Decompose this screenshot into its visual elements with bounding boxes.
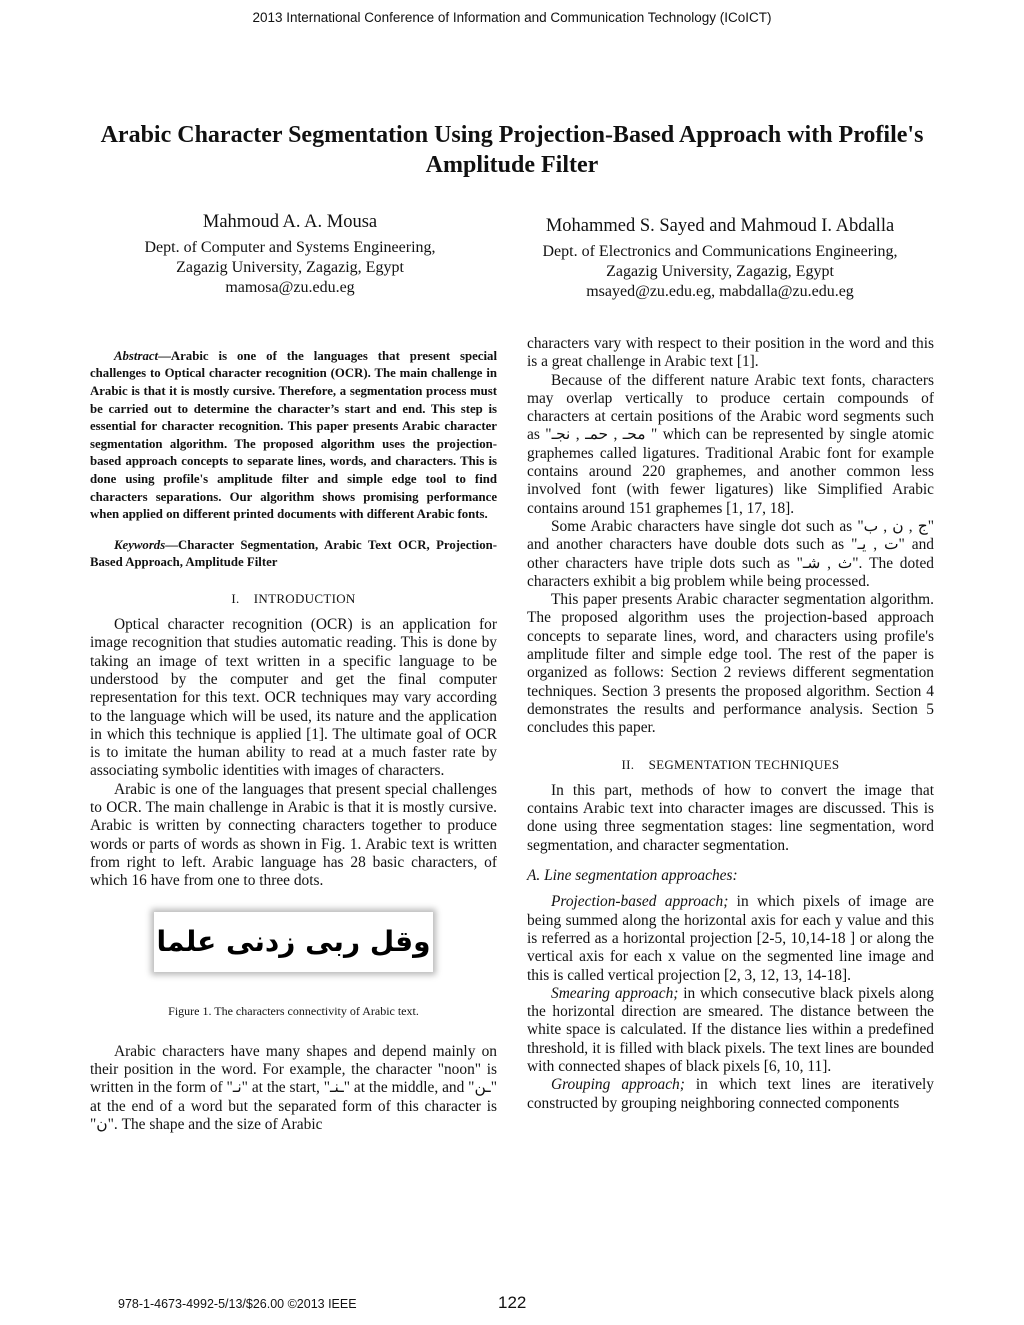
page-number: 122	[498, 1293, 527, 1312]
section-heading-introduction	[90, 590, 497, 608]
smearing-approach-text: in which consecutive black pixels along the horizontal direction are smeared. The distance between the white space is calculated. If the distance lies within a predefined threshold, it is filled with black pixels. The text lines are bounded with connected shapes of black pixels [6, 10, 11].	[527, 984, 934, 1075]
section-heading-segmentation	[527, 756, 934, 774]
right-paragraph-4: This paper presents Arabic character segmentation algorithm. The proposed algorithm uses the projection-based approach concepts to separate lines, word, and characters using profile's amplitude filter and simple edge tool. The rest of the paper is organized as follows: Section 2 reviews different segmentation techniques. Section 3 presents the proposed algorithm. Section 4 demonstrates the results and performance analysis. Section 5 concludes this paper.	[527, 591, 934, 737]
grouping-approach-text: in which text lines are iteratively constructed by grouping neighboring connected components	[527, 1076, 934, 1112]
abstract	[90, 348, 497, 524]
keywords-text: —Character Segmentation, Arabic Text OCR, Projection-Based Approach, Amplitude Filter	[90, 537, 497, 570]
right-paragraph-3: Some Arabic characters have single dot such as "ج , ن , ب" and another characters have double dots such as "ت , يـ" and other characters have triple dots such as "ث , شـ". The doted characters exhibit a big problem while being processed.	[527, 517, 935, 590]
figure-1-caption: Figure 1. The characters connectivity of Arabic text.	[168, 1004, 419, 1019]
paper-title: Arabic Character Segmentation Using Projection-Based Approach with Profile's Amplitude Filter	[100, 122, 924, 178]
right-column	[527, 335, 934, 1113]
keywords-label: Keywords	[114, 537, 166, 552]
right-paragraph-1: characters vary with respect to their position in the word and this is a great challenge in Arabic text [1].	[527, 335, 934, 371]
grouping-approach-label: Grouping approach;	[551, 1076, 685, 1094]
smearing-approach-paragraph	[527, 985, 934, 1076]
author-name: Mohammed S. Sayed and Mahmoud I. Abdalla	[545, 216, 895, 236]
author-dept: Dept. of Electronics and Communications Engineering,	[542, 243, 898, 260]
section-title: INTRODUCTION	[253, 590, 356, 606]
subsection-heading-line-segmentation: A. Line segmentation approaches:	[527, 867, 738, 885]
figure-arabic-text: وقل ربی زدنی علما	[156, 925, 431, 959]
author-email: msayed@zu.edu.eg, mabdalla@zu.edu.eg	[586, 283, 854, 300]
author-block-right	[520, 216, 920, 302]
abstract-text: —Arabic is one of the languages that present special challenges to Optical character recognition (OCR). The main challenge in Arabic is that it is mostly cursive. Therefore, a segmentation process must be carried out to determine the character’s start and end. This step is essential for character recognition. This paper presents Arabic character segmentation algorithm. The proposed algorithm uses the projection-based approach concepts to separate lines, words, and characters. This is done using profile's amplitude filter and simple edge tool to find characters separations. Our algorithm shows promising performance when applied on different printed documents with different Arabic fonts.	[90, 348, 497, 522]
left-column	[90, 335, 497, 1134]
grouping-approach-paragraph	[527, 1076, 934, 1113]
smearing-approach-label: Smearing approach;	[551, 984, 679, 1002]
projection-approach-text: in which pixels of image are being summed along the horizontal axis for each y value and this is referred as a horizontal projection [2-5, 10,14-18 ] or along the vertical axis for each x value on the segmented line image and this is called vertical projection [2, 3, 12, 13, 14-18].	[527, 893, 934, 984]
intro-paragraph-1: Optical character recognition (OCR) is an application for image recognition that studies automatic reading. This is done by taking an image of text written in a specific language to be understood by the computer and get the final computer representation for this text. OCR techniques may vary according to the language which will be used, its nature and the application in which this technique is applied [1]. The ultimate goal of OCR is to imitate the human ability to read at a much faster rate by associating symbolic identities with images of characters.	[90, 616, 497, 780]
right-paragraph-2: Because of the different nature Arabic text fonts, characters may overlap vertically to produce certain compounds of characters at certain positions of the Arabic word segments such as "محـ , حمـ , نجـ " which can be represented by single atomic graphemes called ligatures. Traditional Arabic font for example contains around 220 graphemes, and another common less involved font (with fewer ligatures) like Simplified Arabic contains around 151 graphemes [1, 17, 18].	[527, 371, 935, 517]
section-title: SEGMENTATION TECHNIQUES	[648, 756, 840, 772]
author-name: Mahmoud A. A. Mousa	[202, 212, 378, 232]
author-univ: Zagazig University, Zagazig, Egypt	[606, 263, 834, 280]
projection-approach-label: Projection-based approach;	[551, 893, 729, 911]
author-block-left	[120, 212, 460, 298]
section-number: I.	[231, 590, 240, 606]
footer-isbn: 978-1-4673-4992-5/13/$26.00 ©2013 IEEE	[118, 1297, 357, 1311]
conference-header: 2013 International Conference of Information and Communication Technology (ICoICT)	[252, 10, 772, 25]
author-email: mamosa@zu.edu.eg	[225, 279, 355, 296]
author-dept: Dept. of Computer and Systems Engineering,	[144, 239, 436, 256]
abstract-label: Abstract	[114, 348, 159, 363]
keywords	[90, 537, 497, 572]
intro-paragraph-3: Arabic characters have many shapes and depend mainly on their position in the word. For example, the character "noon" is written in the form of "نـ" at the start, "ـنـ" at the middle, and "ـن" at the end of a word but the separated form of this character is "ن". The shape and the size of Arabic	[90, 1042, 497, 1133]
figure-1-image	[154, 912, 433, 972]
intro-paragraph-2: Arabic is one of the languages that present special challenges to OCR. The main challenge in Arabic is that it is mostly cursive. Arabic is written by connecting characters together to produce words or parts of words as shown in Fig. 1. Arabic text is written from right to left. Arabic language has 28 basic characters, of which 16 have from one to three dots.	[90, 780, 497, 890]
section-number: II.	[621, 756, 635, 772]
author-univ: Zagazig University, Zagazig, Egypt	[176, 259, 404, 276]
segmentation-paragraph-1: In this part, methods of how to convert the image that contains Arabic text into character images are discussed. This is done using three segmentation stages: line segmentation, word segmentation, and character segmentation.	[527, 781, 934, 854]
projection-approach-paragraph	[527, 893, 934, 984]
